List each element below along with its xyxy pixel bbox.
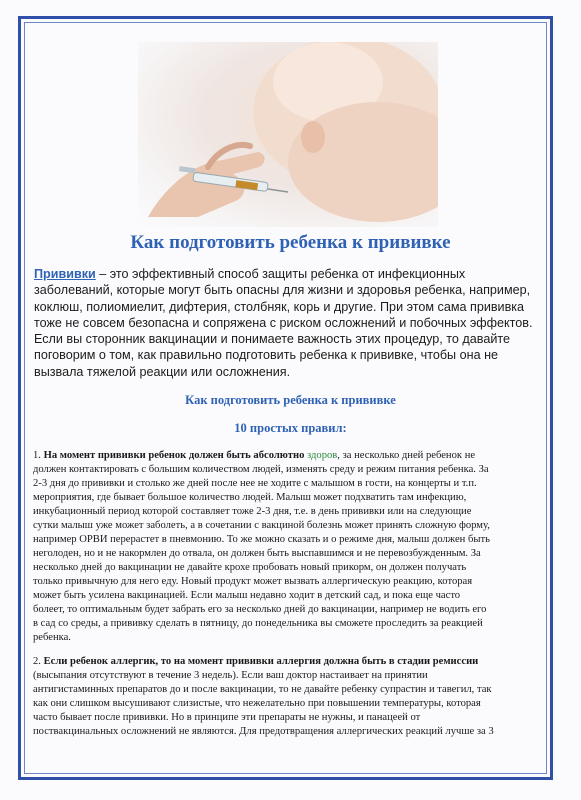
rule-line: поствакцинальных осложнений не являются. Для предотвращения аллергических реакций лучше за 3: [33, 726, 494, 737]
rule-line: неголоден, но и не накормлен до отвала, он должен быть выспавшимся и не перевозбужденным. За: [33, 548, 481, 559]
rule-line: 2-3 дня до прививки и столько же дней после нее не ходите с малышом в гости, на концерты и т.п.: [33, 478, 477, 489]
intro-line: вызвала тяжелой реакции или осложнения.: [34, 364, 291, 379]
rule-line: должен контактировать с большим количеством людей, изменять среду и режим питания ребенка. За: [33, 464, 489, 475]
rule-line: несколько дней до вакцинации не давайте крохе пробовать новый прикорм, он должен получать: [33, 562, 467, 573]
intro-paragraph: [34, 266, 534, 380]
vaccination-photo: [138, 42, 438, 227]
rule-2: [33, 655, 539, 739]
intro-text: – это эффективный способ защиты ребенка от инфекционных: [95, 267, 466, 281]
rule-text: , за несколько дней ребенок не: [337, 450, 476, 461]
vaccination-illustration: [138, 42, 438, 227]
healthy-link[interactable]: здоров: [307, 450, 338, 461]
intro-line: поговорим о том, как правильно подготовить ребенка к прививке, чтобы она не: [34, 348, 499, 363]
intro-line: заболеваний, которые могут быть опасны для жизни и здоровья ребенка, например,: [34, 283, 531, 298]
rule-number: 1.: [33, 450, 44, 461]
rule-line: антигистаминных препаратов до и после вакцинации, то не давайте ребенку супрастин и тавегил, так: [33, 684, 492, 695]
rule-line: может быть усилена вакцинацией. Если малыш недавно ходит в детский сад, и пока еще часто: [33, 590, 461, 601]
page-title: Как подготовить ребенка к прививке: [130, 232, 451, 253]
rule-line: в сад со среды, а прививку сделать в пятницу, до понедельника вы сможете проследить за реакцией: [33, 618, 483, 629]
intro-line: коклюш, полиомиелит, дифтерия, столбняк, корь и другие. При этом сама прививка: [34, 299, 525, 314]
rule-line: ребенка.: [33, 632, 71, 643]
rule-line: мероприятия, где бывает большое количество людей. Малыш может подхватить там инфекцию,: [33, 492, 467, 503]
rule-line: (высыпания отсутствуют в течение 3 недель). Если ваш доктор настаивает на принятии: [33, 670, 428, 681]
rule-line: часто бывает после прививки. Но в принципе эти препараты не нужны, и панацеей от: [33, 712, 421, 723]
rule-1: [33, 449, 539, 645]
intro-line: [34, 266, 534, 282]
rule-line: как они слишком высушивают слизистые, что нежелательно при повышении температуры, которая: [33, 698, 481, 709]
rule-line: сутки малыш уже может заболеть, а в сочетании с вакциной болезнь может принять сложную форму,: [33, 520, 490, 531]
vaccinations-link[interactable]: Прививки: [34, 267, 96, 281]
rule-emphasis: На момент прививки ребенок должен быть абсолютно: [43, 450, 308, 461]
rule-line: только привычную для него еду. Новый продукт может вызвать аллергическую реакцию, которая: [33, 576, 473, 587]
rule-line: болеет, то оптимальным будет забрать его за несколько дней до вакцинации, например не водить его: [33, 604, 487, 615]
section-subtitle: Как подготовить ребенка к прививке: [185, 393, 396, 407]
intro-line: тоже не совсем безопасна и сопряжена с риском осложнений и побочных эффектов.: [34, 315, 533, 330]
rules-list: [33, 449, 539, 739]
intro-line: Если вы сторонник вакцинации и понимаете важность этих процедур, то давайте: [34, 332, 510, 347]
rules-heading: 10 простых правил:: [234, 421, 347, 435]
rule-line: инкубационный период которой составляет тоже 2-3 дня, т.е. в день прививки или на следующие: [33, 506, 472, 517]
rule-number: 2.: [33, 656, 44, 667]
rule-emphasis: Если ребенок аллергик, то на момент прививки аллергия должна быть в стадии ремиссии: [43, 656, 479, 667]
rule-line: например ОРВИ перерастет в пневмонию. То же можно сказать и о режиме дня, малыш должен быть: [33, 534, 490, 545]
